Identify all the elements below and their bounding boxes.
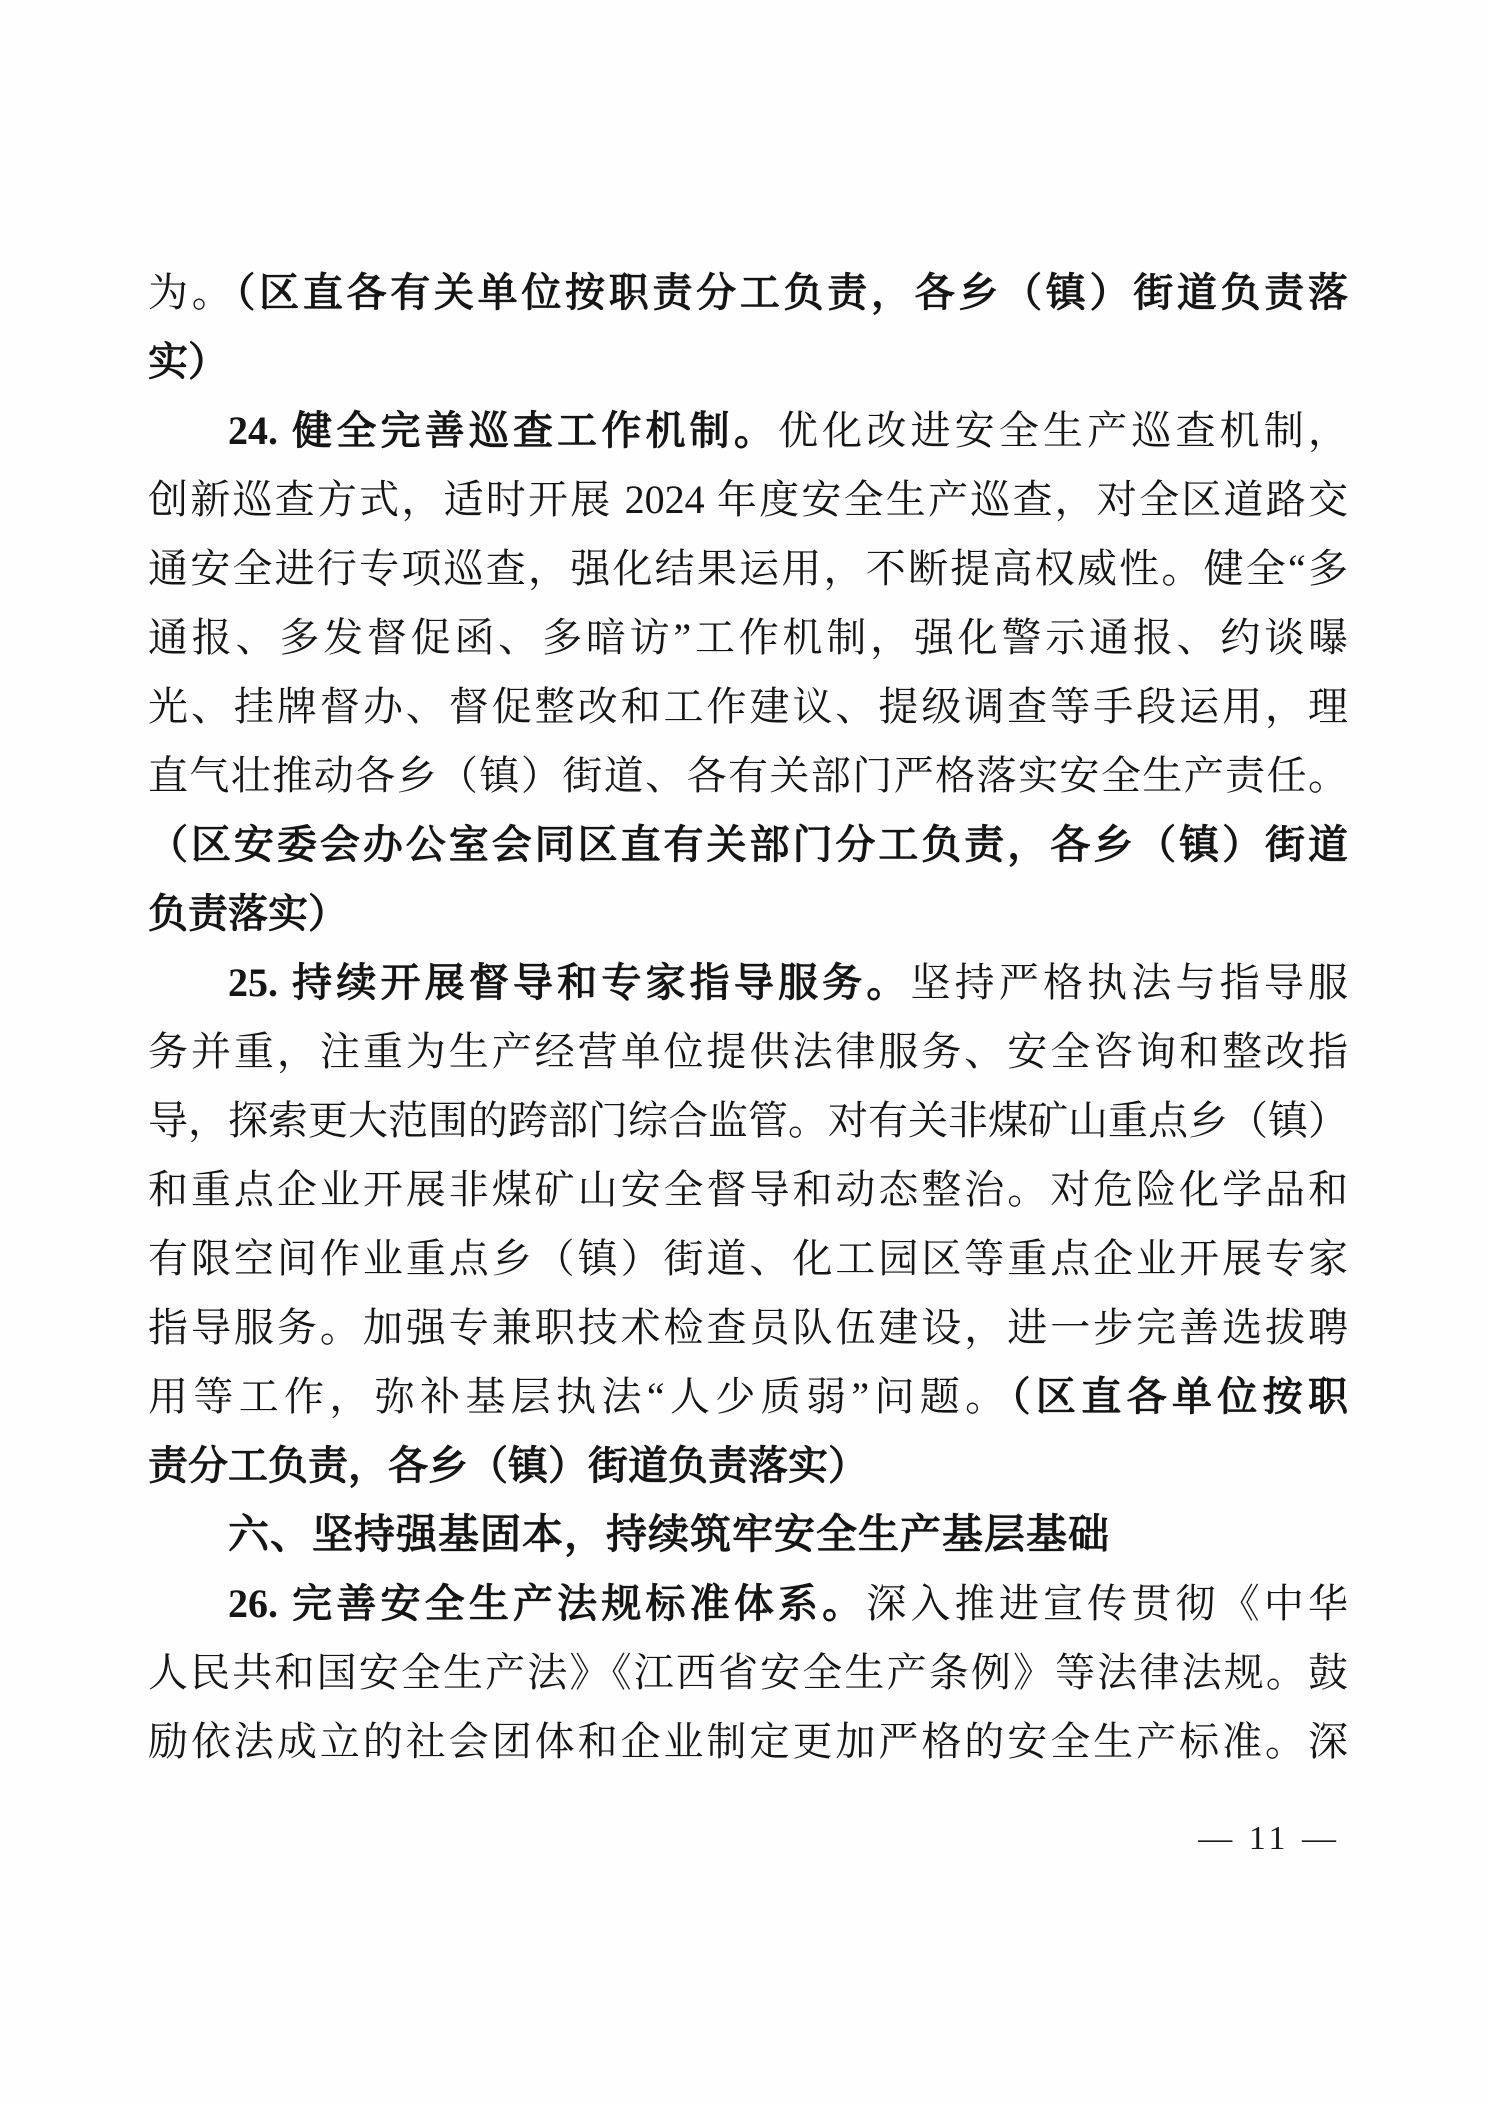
text-line [148, 810, 1348, 879]
text-segment: 25. 持续开展督导和专家指导服务。 [228, 960, 911, 1005]
text-segment: 励依法成立的社会团体和企业制定更加严格的安全生产标准。深 [148, 1719, 1348, 1764]
text-segment: 六、坚持强基固本，持续筑牢安全生产基层基础 [228, 1511, 1110, 1557]
text-segment: 深入推进宣传贯彻《中华 [866, 1581, 1349, 1626]
text-segment: 优化改进安全生产巡查机制， [778, 408, 1348, 453]
text-line [148, 465, 1348, 534]
text-segment: 有限空间作业重点乡（镇）街道、化工园区等重点企业开展专家 [148, 1236, 1348, 1281]
text-segment: 通安全进行专项巡查，强化结果运用，不断提高权威性。健全“多 [148, 546, 1348, 591]
text-line [148, 1569, 1348, 1638]
text-segment: 人民共和国安全生产法》《江西省安全生产条例》等法律法规。鼓 [148, 1650, 1348, 1695]
text-line [148, 1155, 1348, 1224]
text-segment: 通报、多发督促函、多暗访”工作机制，强化警示通报、约谈曝 [148, 615, 1348, 660]
text-segment: 为。 [148, 270, 236, 315]
text-line [148, 1707, 1348, 1776]
text-segment: 务并重，注重为生产经营单位提供法律服务、安全咨询和整改指 [148, 1029, 1348, 1074]
text-line [148, 948, 1348, 1017]
text-line [148, 879, 1348, 948]
text-line [148, 1362, 1348, 1431]
text-segment: （区直各有关单位按职责分工负责，各乡（镇）街道负责落 [235, 270, 1349, 315]
text-line [148, 672, 1348, 741]
text-line [148, 1017, 1348, 1086]
text-line [148, 396, 1348, 465]
text-line [148, 741, 1348, 810]
text-segment: 创新巡查方式，适时开展 2024 年度安全生产巡查，对全区道路交 [148, 477, 1348, 522]
text-line [148, 603, 1348, 672]
section-heading [148, 1500, 1348, 1569]
text-segment: 负责落实） [148, 891, 348, 936]
text-segment: 坚持严格执法与指导服 [910, 960, 1348, 1005]
text-segment: 光、挂牌督办、督促整改和工作建议、提级调查等手段运用，理 [148, 684, 1348, 729]
text-segment: 导，探索更大范围的跨部门综合监管。对有关非煤矿山重点乡（镇） [148, 1098, 1348, 1143]
text-segment: 用等工作，弥补基层执法“人少质弱”问题。 [148, 1374, 1011, 1419]
text-segment: （区安委会办公室会同区直有关部门分工负责，各乡（镇）街道 [148, 822, 1348, 867]
text-segment: 26. 完善安全生产法规标准体系。 [228, 1581, 867, 1626]
text-line [148, 534, 1348, 603]
body-text [148, 258, 1348, 1776]
text-line [148, 1638, 1348, 1707]
page-number: — 11 — [1198, 1820, 1340, 1857]
text-segment: 实） [148, 339, 228, 384]
text-line [148, 1293, 1348, 1362]
text-line [148, 258, 1348, 327]
text-segment: （区直各单位按职 [1010, 1374, 1349, 1419]
text-segment: 24. 健全完善巡查工作机制。 [228, 408, 778, 453]
text-segment: 直气壮推动各乡（镇）街道、各有关部门严格落实安全生产责任。 [148, 753, 1348, 798]
text-line [148, 1431, 1348, 1500]
text-line [148, 1086, 1348, 1155]
text-segment: 和重点企业开展非煤矿山安全督导和动态整治。对危险化学品和 [148, 1167, 1348, 1212]
text-segment: 指导服务。加强专兼职技术检查员队伍建设，进一步完善选拔聘 [148, 1305, 1348, 1350]
text-line [148, 327, 1348, 396]
text-segment: 责分工负责，各乡（镇）街道负责落实） [148, 1443, 868, 1488]
text-line [148, 1224, 1348, 1293]
